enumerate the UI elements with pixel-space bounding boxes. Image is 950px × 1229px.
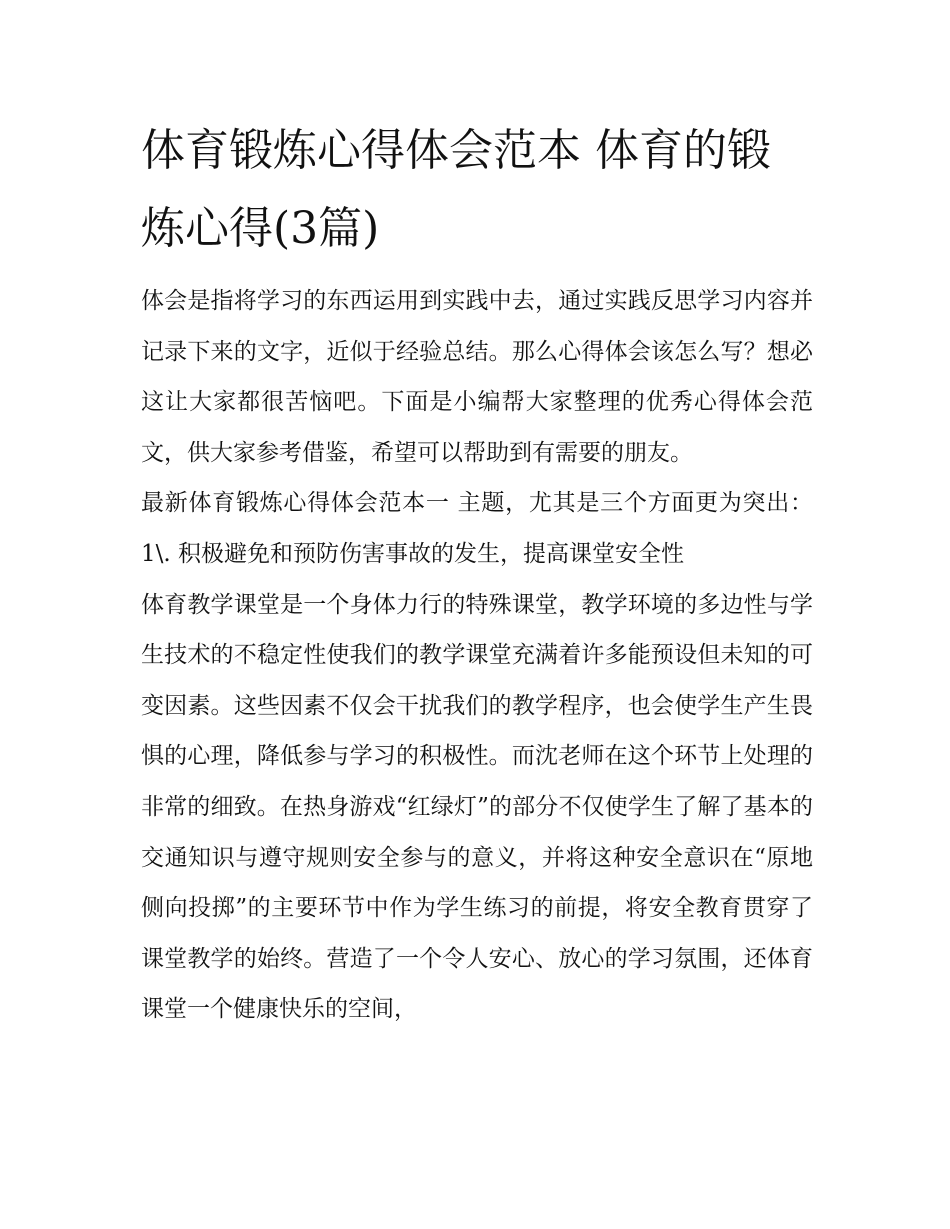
section-heading-paragraph: 最新体育锻炼心得体会范本一 主题，尤其是三个方面更为突出： 1\. 积极避免和预防伤害事故的发生，提高课堂安全性 [141,490,813,567]
body-paragraph: 体育教学课堂是一个身体力行的特殊课堂，教学环境的多边性与学生技术的不稳定性使我们的教学课堂充满着许多能预设但未知的可变因素。这些因素不仅会干扰我们的教学程序，也会使学生产生畏惧的心理，降低参与学习的积极性。而沈老师在这个环节上处理的非常的细致。在热身游戏“红绿灯”的部分不仅使学生了解了基本的交通知识与遵守规则安全参与的意义，并将这种安全意识在“原地侧向投掷”的主要环节中作为学生练习的前提，将安全教育贯穿了课堂教学的始终。营造了一个令人安心、放心的学习氛围，还体育课堂一个健康快乐的空间， [141,591,813,1023]
document-title: 体育锻炼心得体会范本 体育的锻炼心得(3篇) [141,125,771,254]
intro-paragraph: 体会是指将学习的东西运用到实践中去，通过实践反思学习内容并记录下来的文字，近似于经验总结。那么心得体会该怎么写？想必这让大家都很苦恼吧。下面是小编帮大家整理的优秀心得体会范文，供大家参考借鉴，希望可以帮助到有需要的朋友。 [141,288,813,466]
document-body [141,112,813,1035]
